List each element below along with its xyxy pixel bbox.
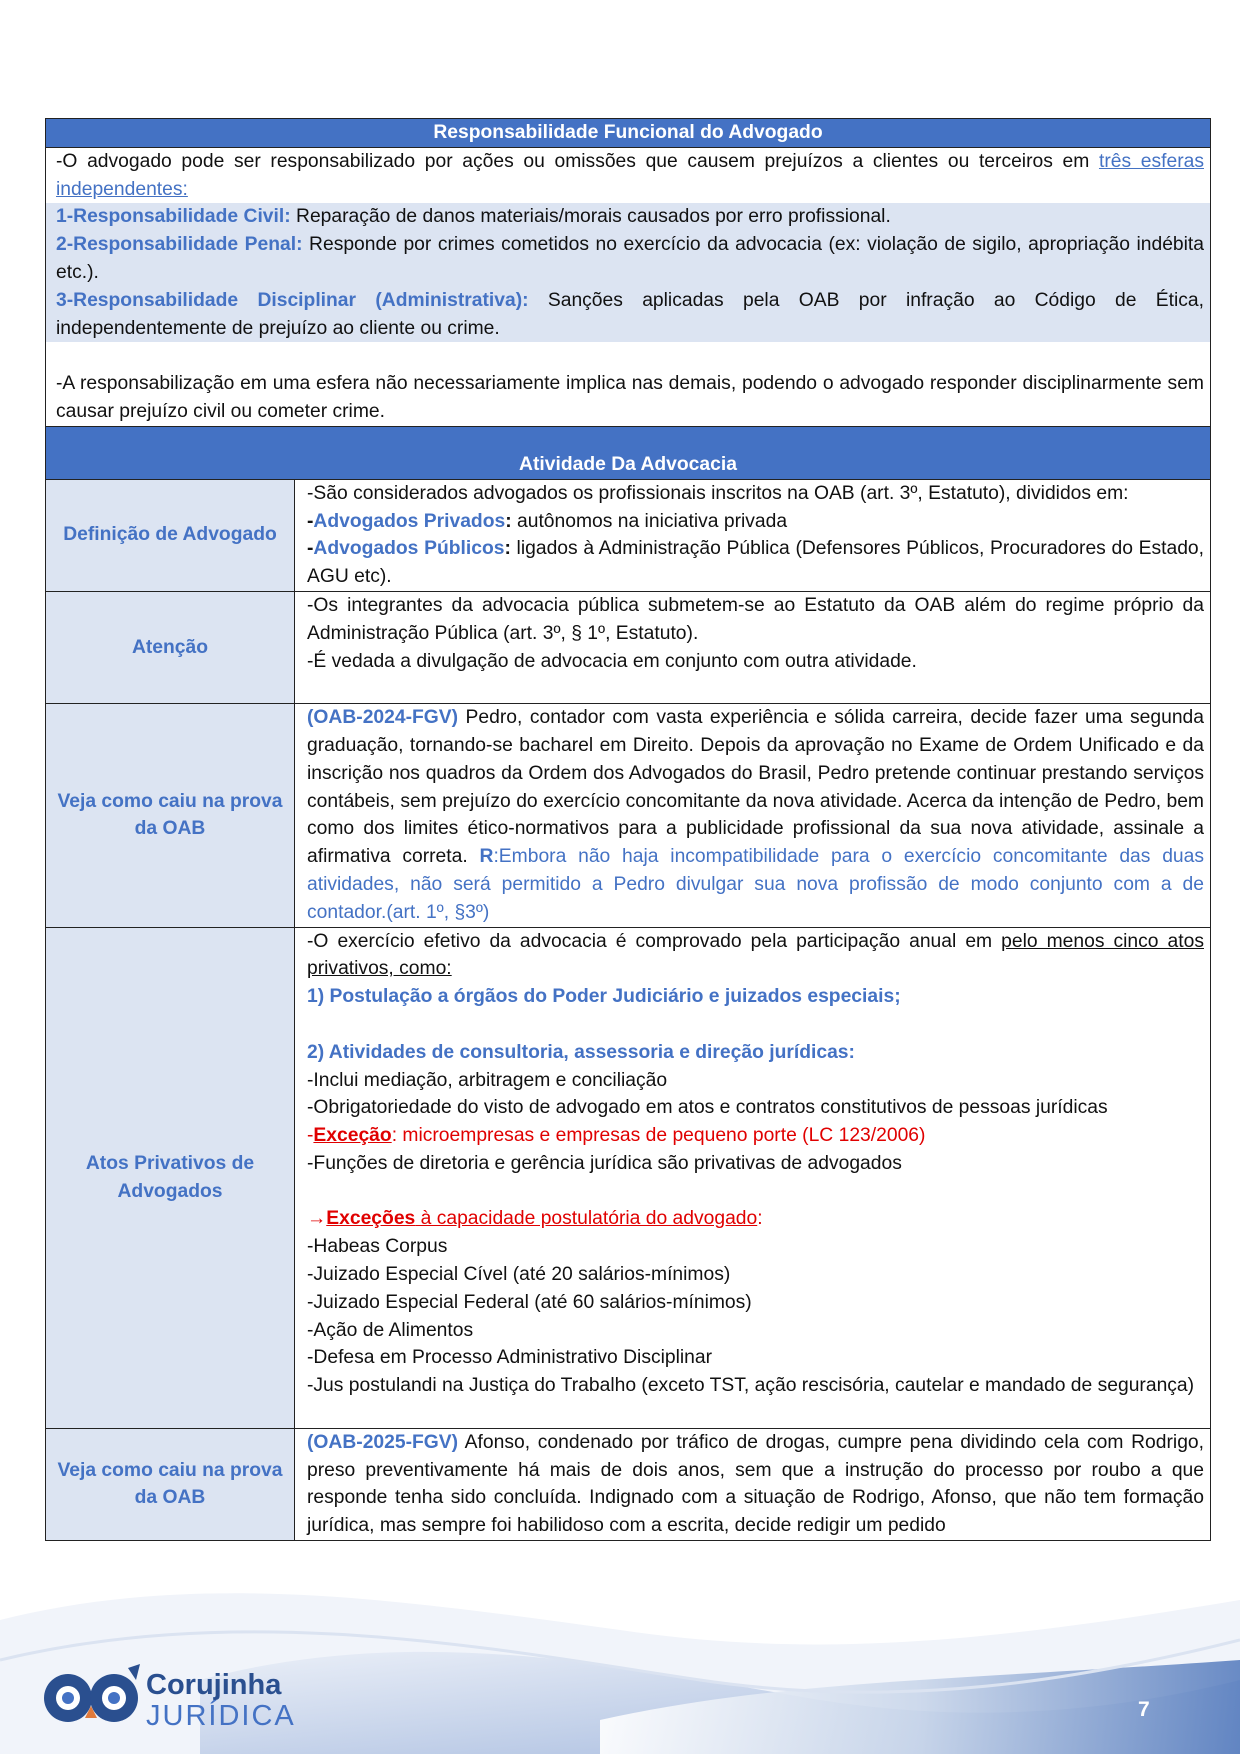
brand-subtitle: JURÍDICA <box>146 1700 296 1732</box>
row-label: Atos Privativos de Advogados <box>46 927 295 1428</box>
logo-icon <box>40 1660 145 1732</box>
prova2-content: (OAB-2025-FGV) Afonso, condenado por tráfico de drogas, cumpre pena dividindo cela com Rodrigo, preso preventivamente há mais de dois anos, sem que a instrução do processo por roubo a que responde tenha sido concluída. Indignado com a situação de Rodrigo, Afonso, que não tem formação jurídica, mas sempre foi habilidoso com a escrita, decide redigir um pedido <box>295 1428 1211 1540</box>
atos-content: -O exercício efetivo da advocacia é comprovado pela participação anual em pelo menos cinco atos privativos, como: 1) Postulação a órgãos do Poder Judiciário e juizados especiais; 2) Atividades de consultoria, assessoria e direção jurídicas: -Inclui mediação, arbitragem e conciliação -Obrigatoriedade do visto de advogado em atos e contratos constitutivos de pessoas jurídicas -Exceção: microempresas e empresas de pequeno porte (LC 123/2006) -Funções de diretoria e gerência jurídica são privativas de advogados →Exceções à capacidade postulatória do advogado: -Habeas Corpus -Juizado Especial Cível (até 20 salários-mínimos) -Juizado Especial Federal (até 60 salários-mínimos) -Ação de Alimentos -Defesa em Processo Administrativo Disciplinar -Jus postulandi na Justiça do Trabalho (exceto TST, ação rescisória, cautelar e mandado de segurança) <box>295 927 1211 1428</box>
arrow-icon: → <box>307 1208 327 1230</box>
esferas-link: três esferas independentes: <box>56 150 1204 200</box>
penal-item: 2-Responsabilidade Penal: Responde por crimes cometidos no exercício da advocacia (ex: violação de sigilo, apropriação indébita etc.). <box>56 234 1204 283</box>
row-label: Veja como caiu na prova da OAB <box>46 1428 295 1540</box>
note-paragraph: -A responsabilização em uma esfera não necessariamente implica nas demais, podendo o advogado responder disciplinarmente sem causar prejuízo civil ou cometer crime. <box>56 373 1204 422</box>
atividade-table <box>45 427 1211 1541</box>
row-label: Definição de Advogado <box>46 479 295 591</box>
document-page <box>45 118 1211 1541</box>
atividade-header <box>46 427 1211 480</box>
row-label: Veja como caiu na prova da OAB <box>46 704 295 927</box>
civil-item: 1-Responsabilidade Civil: Reparação de danos materiais/morais causados por erro profissional. <box>56 206 891 228</box>
page-number: 7 <box>1138 1698 1150 1721</box>
esferas-list <box>46 203 1210 342</box>
table-row <box>46 1428 1211 1540</box>
row-label: Atenção <box>46 591 295 703</box>
table-row <box>46 704 1211 927</box>
section-title: Responsabilidade Funcional do Advogado <box>46 119 1211 148</box>
intro-paragraph: -O advogado pode ser responsabilizado por ações ou omissões que causem prejuízos a clientes ou terceiros em três esferas independentes: <box>56 150 1204 200</box>
prova1-content: (OAB-2024-FGV) Pedro, contador com vasta experiência e sólida carreira, decide fazer uma segunda graduação, tornando-se bacharel em Direito. Depois da aprovação no Exame de Ordem Unificado e da inscrição nos quadros da Ordem dos Advogados do Brasil, Pedro pretende continuar prestando serviços contábeis, sem prejuízo do exercício concomitante da nova atividade. Acerca da intenção de Pedro, bem como dos limites ético-normativos para a publicidade profissional da sua nova atividade, assinale a afirmativa correta. R:Embora não haja incompatibilidade para o exercício concomitante das duas atividades, não será permitido a Pedro divulgar sua nova profissão de modo conjunto com a de contador.(art. 1º, §3º) <box>295 704 1211 927</box>
responsabilidade-body <box>46 147 1211 426</box>
brand-name: Corujinha <box>146 1669 282 1701</box>
responsabilidade-table <box>45 118 1211 427</box>
disciplinar-item: 3-Responsabilidade Disciplinar (Administrativa): Sanções aplicadas pela OAB por infração ao Código de Ética, independentemente de prejuízo ao cliente ou crime. <box>56 289 1204 339</box>
definicao-content: -São considerados advogados os profissionais inscritos na OAB (art. 3º, Estatuto), divididos em: -Advogados Privados: autônomos na iniciativa privada -Advogados Públicos: ligados à Administração Pública (Defensores Públicos, Procuradores do Estado, AGU etc). <box>295 479 1211 591</box>
atencao-content: -Os integrantes da advocacia pública submetem-se ao Estatuto da OAB além do regime próprio da Administração Pública (art. 3º, § 1º, Estatuto). -É vedada a divulgação de advocacia em conjunto com outra atividade. <box>295 591 1211 703</box>
atividade-title: Atividade Da Advocacia <box>519 453 737 475</box>
table-row <box>46 591 1211 703</box>
table-row <box>46 479 1211 591</box>
table-row <box>46 927 1211 1428</box>
